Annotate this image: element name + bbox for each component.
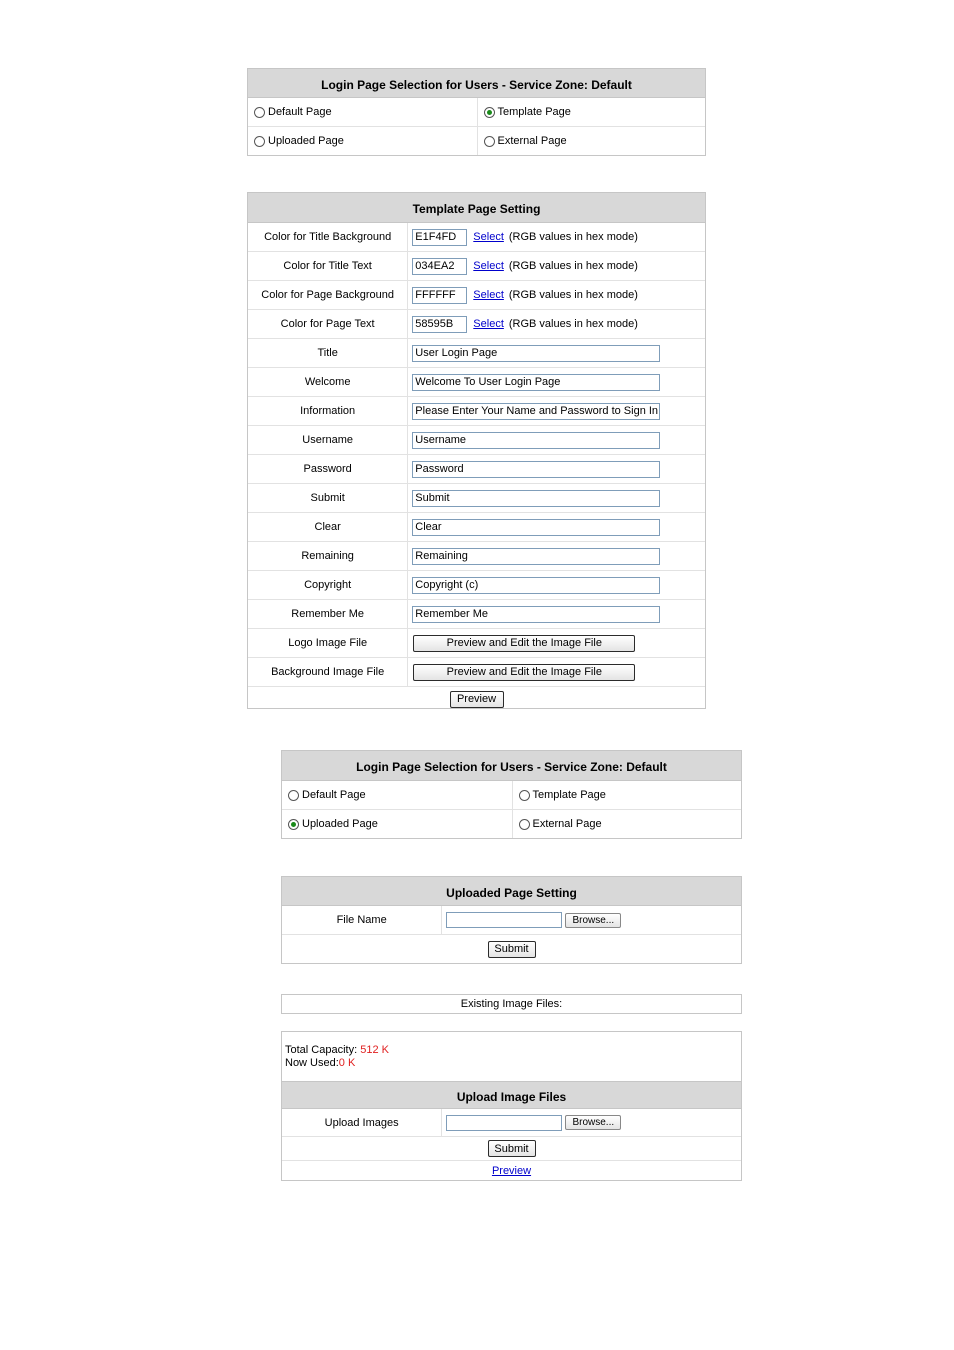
radio-uploaded-page[interactable] <box>288 819 299 830</box>
option-external-page[interactable] <box>512 810 742 838</box>
hex-note: (RGB values in hex mode) <box>508 318 638 330</box>
page-text-color-input[interactable]: 58595B <box>412 316 467 333</box>
panel-header: Login Page Selection for Users - Service Zone: Default <box>248 69 705 98</box>
template-page-setting-panel <box>247 192 706 709</box>
option-label: External Page <box>532 818 602 830</box>
preview-edit-logo-button[interactable]: Preview and Edit the Image File <box>413 635 635 652</box>
radio-external-page[interactable] <box>484 136 495 147</box>
upload-images-label: Upload Images <box>282 1109 442 1136</box>
existing-files-title: Existing Image Files: <box>460 998 563 1010</box>
title-text-color-input[interactable]: 034EA2 <box>412 258 467 275</box>
option-template-page[interactable] <box>477 98 706 126</box>
field-label: Welcome <box>248 368 408 396</box>
option-label: Default Page <box>302 789 366 801</box>
option-uploaded-page[interactable] <box>282 810 512 838</box>
preview-edit-background-button[interactable]: Preview and Edit the Image File <box>413 664 635 681</box>
panel-header: Login Page Selection for Users - Service Zone: Default <box>282 751 741 781</box>
hex-note: (RGB values in hex mode) <box>508 260 638 272</box>
select-color-link[interactable]: Select <box>473 260 504 272</box>
option-label: Uploaded Page <box>268 135 344 147</box>
browse-button[interactable]: Browse... <box>565 913 621 928</box>
upload-images-input[interactable] <box>446 1115 562 1131</box>
total-capacity-value: 512 K <box>360 1044 389 1056</box>
field-label: Remaining <box>248 542 408 570</box>
option-external-page[interactable] <box>477 127 706 155</box>
remember-me-input[interactable]: Remember Me <box>412 606 660 623</box>
select-color-link[interactable]: Select <box>473 289 504 301</box>
field-label: Remember Me <box>248 600 408 628</box>
option-label: Uploaded Page <box>302 818 378 830</box>
field-label: Information <box>248 397 408 425</box>
copyright-input[interactable]: Copyright (c) <box>412 577 660 594</box>
hex-note: (RGB values in hex mode) <box>508 231 638 243</box>
field-label: Background Image File <box>248 658 408 686</box>
radio-uploaded-page[interactable] <box>254 136 265 147</box>
field-label: Title <box>248 339 408 367</box>
panel-header: Uploaded Page Setting <box>282 877 741 906</box>
option-default-page[interactable] <box>282 781 512 809</box>
field-label: Color for Page Text <box>248 310 408 338</box>
field-label: Clear <box>248 513 408 541</box>
now-used-value: 0 K <box>338 1057 356 1069</box>
existing-image-files-bar <box>281 994 742 1014</box>
username-input[interactable]: Username <box>412 432 660 449</box>
field-label: Color for Title Background <box>248 223 408 251</box>
option-default-page[interactable] <box>248 98 477 126</box>
login-page-selection-panel-1 <box>247 68 706 156</box>
uploaded-page-setting-panel <box>281 876 742 964</box>
file-name-label: File Name <box>282 906 442 934</box>
title-input[interactable]: User Login Page <box>412 345 660 362</box>
field-label: Color for Page Background <box>248 281 408 309</box>
select-color-link[interactable]: Select <box>473 318 504 330</box>
page-bg-color-input[interactable]: FFFFFF <box>412 287 467 304</box>
option-label: Template Page <box>532 789 606 801</box>
submit-button[interactable]: Submit <box>488 941 536 958</box>
panel-header: Upload Image Files <box>282 1081 741 1109</box>
submit-text-input[interactable]: Submit <box>412 490 660 507</box>
browse-button[interactable]: Browse... <box>565 1115 621 1130</box>
select-color-link[interactable]: Select <box>473 231 504 243</box>
information-input[interactable]: Please Enter Your Name and Password to Sign In <box>412 403 660 420</box>
total-capacity-label: Total Capacity: <box>285 1044 358 1056</box>
option-uploaded-page[interactable] <box>248 127 477 155</box>
option-label: Default Page <box>268 106 332 118</box>
login-page-selection-panel-2 <box>281 750 742 839</box>
option-label: Template Page <box>497 106 571 118</box>
password-input[interactable]: Password <box>412 461 660 478</box>
preview-link[interactable]: Preview <box>491 1164 532 1177</box>
hex-note: (RGB values in hex mode) <box>508 289 638 301</box>
title-bg-color-input[interactable]: E1F4FD <box>412 229 467 246</box>
preview-button[interactable]: Preview <box>450 691 504 708</box>
file-name-input[interactable] <box>446 912 562 928</box>
radio-template-page[interactable] <box>484 107 495 118</box>
radio-default-page[interactable] <box>254 107 265 118</box>
field-label: Username <box>248 426 408 454</box>
radio-default-page[interactable] <box>288 790 299 801</box>
remaining-input[interactable]: Remaining <box>412 548 660 565</box>
capacity-info <box>282 1032 741 1081</box>
now-used-label: Now Used: <box>285 1057 339 1069</box>
field-label: Password <box>248 455 408 483</box>
option-label: External Page <box>497 135 567 147</box>
radio-external-page[interactable] <box>519 819 530 830</box>
clear-text-input[interactable]: Clear <box>412 519 660 536</box>
upload-image-files-panel <box>281 1031 742 1181</box>
panel-header: Template Page Setting <box>248 193 705 223</box>
field-label: Logo Image File <box>248 629 408 657</box>
welcome-input[interactable]: Welcome To User Login Page <box>412 374 660 391</box>
field-label: Color for Title Text <box>248 252 408 280</box>
radio-template-page[interactable] <box>519 790 530 801</box>
field-label: Submit <box>248 484 408 512</box>
submit-button[interactable]: Submit <box>488 1140 536 1157</box>
field-label: Copyright <box>248 571 408 599</box>
option-template-page[interactable] <box>512 781 742 809</box>
